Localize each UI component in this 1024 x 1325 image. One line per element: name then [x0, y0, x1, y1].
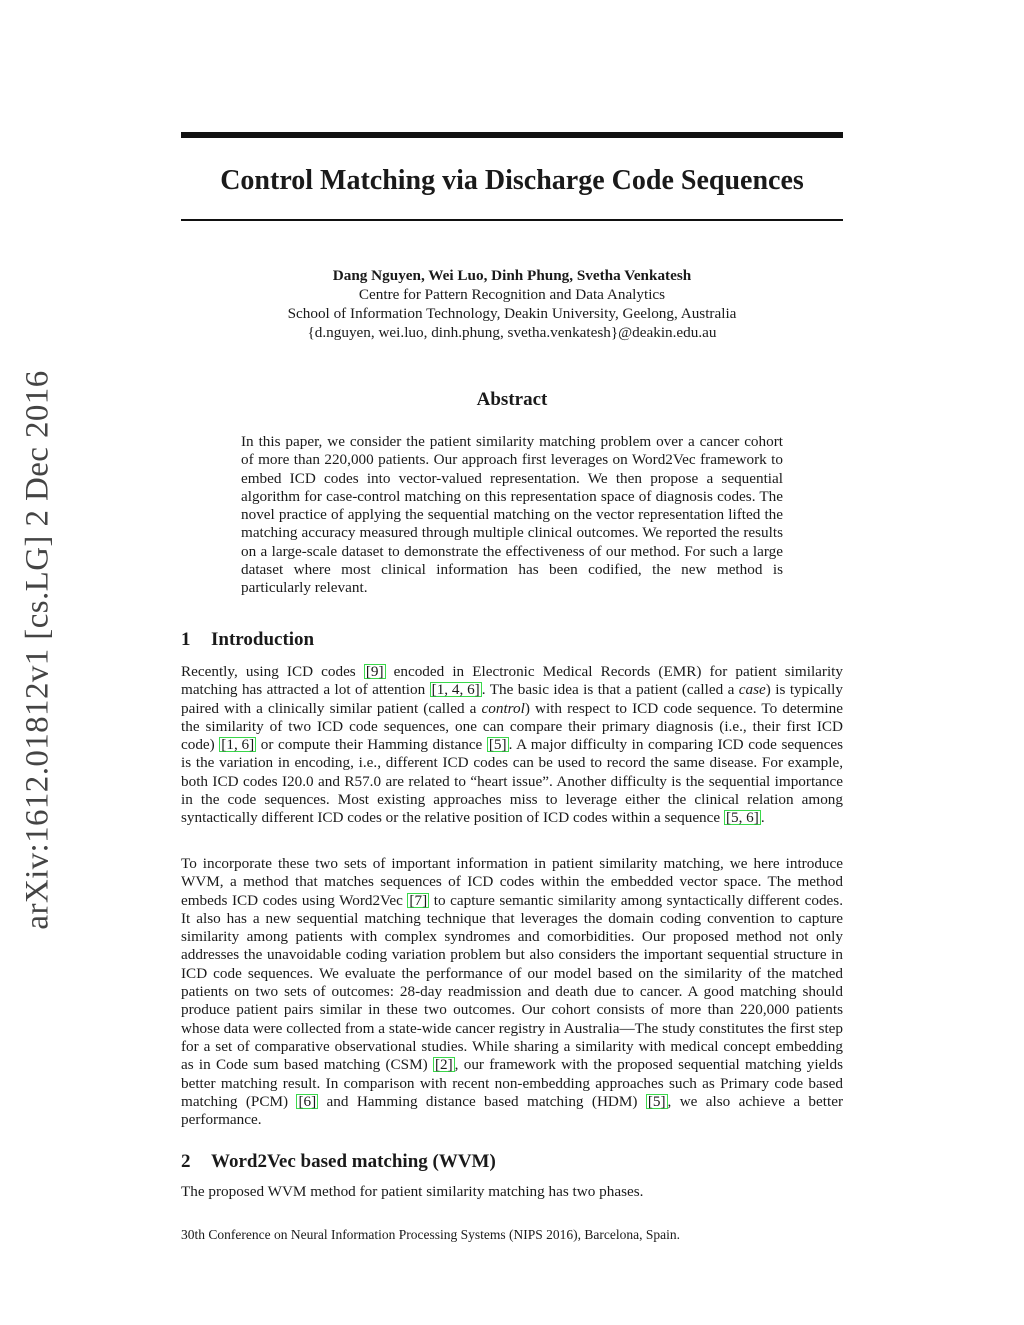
text-run: . A major difficulty in comparing ICD code sequences is the variation in encoding, i.e., different ICD codes can be used to record the same disease. For example, both ICD codes I20.0 and R57.0 are related to “heart issue”. Another difficulty is the sequential importance in the code sequences. Most existing approaches miss to leverage either the clinical relation among syntactically different ICD codes or the relative position of ICD codes within a sequence — [181, 736, 844, 827]
affiliation-lab: Centre for Pattern Recognition and Data Analytics — [358, 286, 666, 303]
section-number: 1 — [181, 629, 191, 650]
text-run: To incorporate these two sets of important information in patient similarity matching, we here introduce WVM, a method that matches sequences of ICD codes within the embedded vector space. The method embeds ICD codes using Word2Vec — [181, 855, 843, 909]
text-run: . The basic idea is that a patient (called a — [481, 681, 739, 699]
arxiv-identifier: arXiv:1612.01812v1 [cs.LG] 2 Dec 2016 — [19, 370, 56, 930]
section-number: 2 — [181, 1151, 191, 1172]
conference-footnote: 30th Conference on Neural Information Processing Systems (NIPS 2016), Barcelona, Spain. — [181, 1227, 681, 1242]
text-run: ) is typically paired with a clinically similar patient (called a — [181, 681, 843, 717]
title-top-rule — [181, 132, 843, 138]
title-bottom-rule — [181, 219, 843, 221]
arxiv-sidebar — [2, 330, 74, 970]
section-heading-wvm — [181, 1150, 843, 1174]
abstract-heading: Abstract — [476, 389, 548, 410]
section-title: Word2Vec based matching (WVM) — [211, 1151, 496, 1172]
text-run: . — [760, 809, 765, 827]
section-title: Introduction — [211, 629, 315, 650]
citation-link[interactable]: [1, 6] — [221, 736, 255, 754]
text-run: to capture semantic similarity among syntactically different codes. It also has a new sequential matching technique that leverages the domain coding convention to capture similarity among patients with complex syndromes and comorbidities. Our proposed method not only addresses the unavoidable coding variation problem but also considers the important sequential structure in ICD code sequences. We evaluate the performance of our model based on the similarity of the matched patients on two sets of outcomes: 28-day readmission and death due to cancer. A good matching should produce patient pairs similar in these two outcomes. Our cohort consists of more than 220,000 patients whose data were collected from a state-wide cancer registry in Australia—The study constitutes the first step for a set of comparative observational studies. While sharing a similarity with medical concept embedding as in Code sum based matching (CSM) — [181, 891, 843, 1074]
citation-link[interactable]: [5] — [647, 1092, 666, 1110]
wvm-paragraph-1: The proposed WVM method for patient similarity matching has two phases. — [181, 1183, 644, 1200]
text-run: ) with respect to ICD code sequence. To determine the similarity of two ICD code sequences, one can compare their primary diagnosis (i.e., their first ICD code) — [181, 699, 843, 754]
citation-link[interactable]: [9] — [365, 663, 384, 680]
text-run: Recently, using ICD codes — [181, 663, 364, 680]
affiliation-university: School of Information Technology, Deakin University, Geelong, Australia — [287, 305, 737, 322]
citation-link[interactable]: [2] — [434, 1056, 453, 1074]
paper-title: Control Matching via Discharge Code Sequences — [220, 165, 804, 196]
text-run: and Hamming distance based matching (HDM) — [318, 1092, 646, 1110]
section-heading-introduction — [181, 628, 843, 652]
citation-link[interactable]: [5, 6] — [725, 809, 759, 827]
author-block — [181, 266, 843, 342]
citation-link[interactable]: [5] — [488, 736, 507, 754]
text-run: , our framework with the proposed sequential matching yields better matching result. In comparison with recent non-embedding approaches such as Primary code based matching (PCM) — [181, 1056, 844, 1110]
emphasis-control: control — [481, 699, 525, 717]
citation-link[interactable]: [1, 4, 6] — [431, 681, 480, 699]
intro-paragraph-2 — [181, 855, 843, 1129]
author-names: Dang Nguyen, Wei Luo, Dinh Phung, Svetha Venkatesh — [332, 267, 692, 284]
text-run: encoded in Electronic Medical Records (EMR) for patient similarity matching has attracted a lot of attention — [181, 663, 843, 699]
intro-paragraph-1 — [181, 663, 843, 828]
abstract-text: In this paper, we consider the patient similarity matching problem over a cancer cohort of more than 220,000 patients. Our approach first leverages on Word2Vec framework to embed ICD codes into vector-valued representation. We then propose a sequential algorithm for case-control matching on this representation space of diagnosis codes. The novel practice of applying the sequential matching on the vector representation lifted the matching accuracy measured through multiple clinical outcomes. We reported the results on a large-scale dataset to demonstrate the effectiveness of our method. For such a large dataset where most clinical information has been codified, the new method is particularly relevant. — [241, 433, 783, 597]
text-run: or compute their Hamming distance — [256, 736, 487, 754]
emphasis-case: case — [738, 681, 766, 699]
citation-link[interactable]: [7] — [409, 891, 428, 909]
text-run: , we also achieve a better performance. — [181, 1092, 844, 1129]
citation-link[interactable]: [6] — [298, 1092, 317, 1110]
author-emails: {d.nguyen, wei.luo, dinh.phung, svetha.venkatesh}@deakin.edu.au — [307, 324, 717, 341]
